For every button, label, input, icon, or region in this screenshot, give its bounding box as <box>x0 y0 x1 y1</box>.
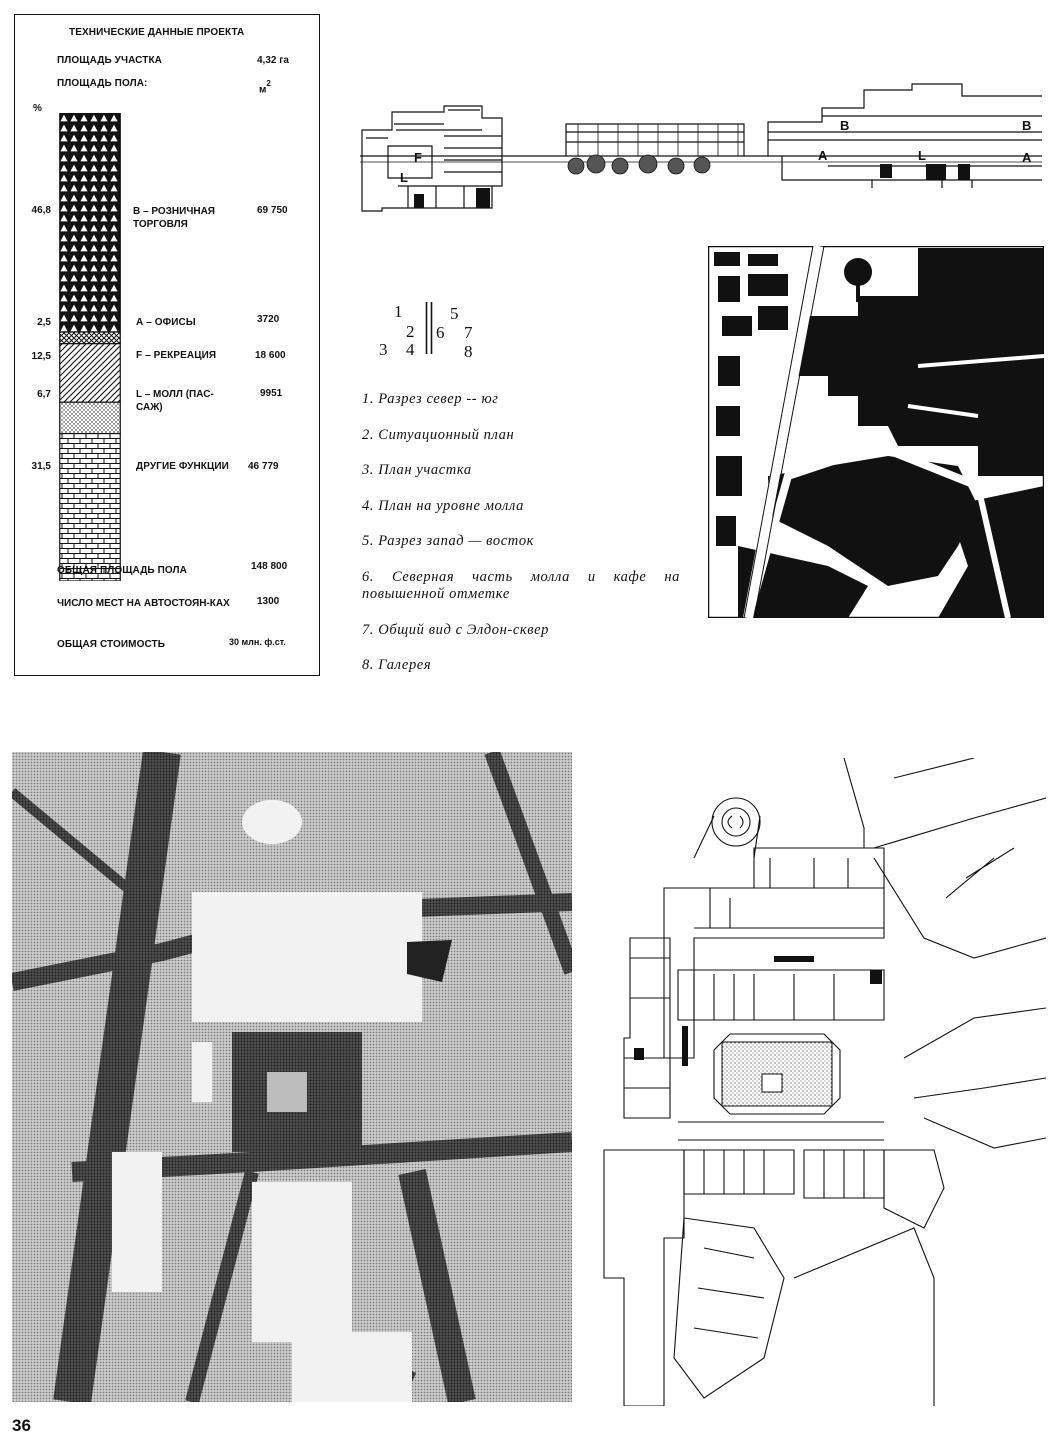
cost-value: 30 млн. ф.ст. <box>229 637 286 647</box>
bar-segment-offices <box>60 332 121 344</box>
caption-5: 5. Разрез запад — восток <box>362 533 535 549</box>
offices-percent: 2,5 <box>37 317 51 328</box>
figure-key-3: 3 <box>379 340 388 359</box>
other-area: 46 779 <box>248 461 279 472</box>
section-label-a-left: A <box>818 148 828 163</box>
caption-6: 6. Северная часть молла и кафе на повышенной отметке <box>362 569 680 602</box>
floor-area-label: ПЛОЩАДЬ ПОЛА: <box>57 78 148 89</box>
percent-symbol: % <box>33 103 42 114</box>
section-label-b-right: B <box>1022 118 1032 133</box>
recreation-label: F – РЕКРЕАЦИЯ <box>136 350 217 361</box>
mall-label: L – МОЛЛ (ПАС-САЖ) <box>136 389 214 413</box>
mall-percent: 6,7 <box>37 389 51 400</box>
section-label-l-left: L <box>400 170 408 185</box>
section-label-a-right: A <box>1022 150 1032 165</box>
bar-segment-other <box>60 434 121 581</box>
page-number: 36 <box>12 1416 31 1435</box>
data-panel-title: ТЕХНИЧЕСКИЕ ДАННЫЕ ПРОЕКТА <box>69 27 245 38</box>
bar-segment-recreation <box>60 344 121 403</box>
bar-segment-retail <box>60 113 121 332</box>
figure-key-2: 2 <box>406 322 415 341</box>
section-label-b-left: B <box>840 118 850 133</box>
retail-area: 69 750 <box>257 205 288 216</box>
aerial-photo <box>12 752 572 1402</box>
caption-3: 3. План участка <box>362 462 472 478</box>
figure-key-divider <box>425 302 433 354</box>
caption-1: 1. Разрез север -- юг <box>362 391 499 407</box>
total-area-value: 148 800 <box>251 561 288 572</box>
caption-2: 2. Ситуационный план <box>362 427 515 443</box>
figure-key-5: 5 <box>450 304 459 323</box>
recreation-percent: 12,5 <box>31 351 51 362</box>
offices-label: А – ОФИСЫ <box>136 317 196 328</box>
cost-label: ОБЩАЯ СТОИМОСТЬ <box>57 639 166 650</box>
parking-value: 1300 <box>257 596 280 607</box>
figure-key-6: 6 <box>436 323 445 342</box>
site-area-label: ПЛОЩАДЬ УЧАСТКА <box>57 55 162 66</box>
situation-plan <box>708 246 1044 618</box>
recreation-area: 18 600 <box>255 350 286 361</box>
mall-level-plan <box>594 758 1046 1406</box>
figure-key-4: 4 <box>406 340 415 359</box>
mall-area: 9951 <box>260 388 283 399</box>
other-percent: 31,5 <box>31 461 51 472</box>
other-label: ДРУГИЕ ФУНКЦИИ <box>136 461 229 472</box>
figure-key-8: 8 <box>464 342 473 361</box>
section-label-f: F <box>414 150 422 165</box>
site-area-value: 4,32 га <box>257 55 289 66</box>
retail-percent: 46,8 <box>31 205 51 216</box>
retail-label: В – РОЗНИЧНАЯ ТОРГОВЛЯ <box>133 206 215 230</box>
figure-key-7: 7 <box>464 323 473 342</box>
north-south-section-drawing <box>352 76 1046 222</box>
project-data-panel <box>14 14 320 676</box>
floor-area-unit: $м^2$ <box>259 79 271 96</box>
figure-key-1: 1 <box>394 302 403 321</box>
caption-8: 8. Галерея <box>362 657 432 673</box>
bar-segment-mall <box>60 402 121 433</box>
caption-7: 7. Общий вид с Элдон-сквер <box>362 622 550 638</box>
offices-area: 3720 <box>257 314 280 325</box>
section-label-l-right: L <box>918 148 926 163</box>
caption-4: 4. План на уровне молла <box>362 498 524 514</box>
floor-area-stacked-bar <box>59 113 121 581</box>
total-area-label: ОБЩАЯ ПЛОЩАДЬ ПОЛА <box>57 565 187 576</box>
parking-label: ЧИСЛО МЕСТ НА АВТОСТОЯН-КАХ <box>57 598 230 609</box>
